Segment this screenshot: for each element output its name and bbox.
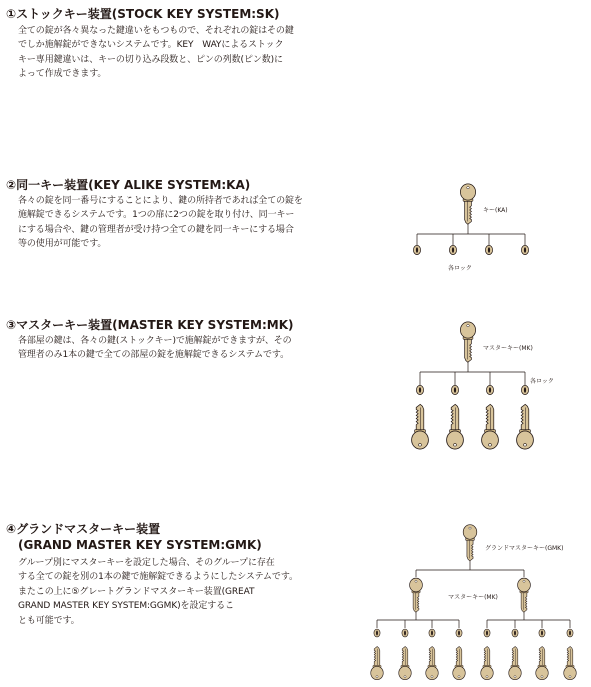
lock-icon — [486, 385, 493, 394]
body-line: GRAND MASTER KEY SYSTEM:GGMK)を設定するこ — [18, 601, 234, 612]
section-title-key-alike: ②同一キー装置(KEY ALIKE SYSTEM:KA) — [6, 178, 251, 192]
lock-icon — [521, 245, 528, 254]
lock-icon — [485, 245, 492, 254]
stock-key-icon — [509, 646, 521, 679]
body-line: 等の使用が可能です。 — [18, 239, 107, 250]
body-line: でしか施解錠ができないシステムです。KEY WAYによるストック — [18, 40, 284, 51]
lock-icon — [456, 629, 462, 637]
stock-key-icon — [371, 646, 383, 679]
body-line: 管理者のみ1本の鍵で全ての部屋の錠を施解錠できるシステムです。 — [18, 350, 290, 361]
lock-icon — [402, 629, 408, 637]
lock-icon — [449, 245, 456, 254]
stock-key-icon — [447, 404, 464, 449]
stock-key-icon — [517, 404, 534, 449]
body-line: キー専用鍵違いは、キーの切り込み段数と、ピンの列数(ピン数)に — [18, 54, 283, 65]
stock-key-icon — [482, 404, 499, 449]
lock-icon — [374, 629, 380, 637]
ka-locks-label: 各ロック — [448, 265, 472, 272]
body-line: よって作成できます。 — [18, 69, 107, 80]
body-line: にする場合や、鍵の管理者が受け持つ全ての鍵を同一キーにする場合 — [18, 224, 294, 235]
gmk-top-label: グランドマスターキー(GMK) — [485, 545, 564, 552]
master-key-icon — [460, 322, 475, 362]
stock-key-icon — [536, 646, 548, 679]
stock-key-icon — [399, 646, 411, 679]
lock-icon — [512, 629, 518, 637]
key-alike-diagram — [413, 184, 528, 272]
stock-key-icon — [412, 404, 429, 449]
master-key-icon — [410, 578, 423, 612]
lock-icon — [484, 629, 490, 637]
key-icon — [460, 184, 475, 224]
body-line: 各々の錠を同一番号にすることにより、鍵の所持者であれば全ての錠を — [18, 196, 303, 206]
stock-key-icon — [426, 646, 438, 679]
body-line: とも可能です。 — [18, 615, 80, 626]
ka-key-label: キー(KA) — [483, 207, 508, 214]
master-key-icon — [518, 578, 531, 612]
stock-key-icon — [564, 646, 576, 679]
stock-key-icon — [453, 646, 465, 679]
body-line: 各部屋の鍵は、各々の鍵(ストックキー)で施解錠ができますが、その — [18, 336, 292, 346]
section-title-master-key: ③マスターキー装置(MASTER KEY SYSTEM:MK) — [6, 318, 294, 332]
mk-key-label: マスターキー(MK) — [483, 345, 533, 352]
lock-icon — [539, 629, 545, 637]
mk-locks-label: 各ロック — [530, 378, 554, 385]
body-line: またこの上に⑤グレートグランドマスターキー装置(GREAT — [18, 586, 255, 597]
lock-icon — [416, 385, 423, 394]
stock-key-icon — [481, 646, 493, 679]
section-subtitle-grand-master-key: (GRAND MASTER KEY SYSTEM:GMK) — [18, 538, 262, 552]
lock-icon — [451, 385, 458, 394]
body-line: 全ての錠が各々異なった鍵違いをもつもので、それぞれの錠はその鍵 — [18, 26, 294, 36]
section-title-grand-master-key: ④グランドマスターキー装置 — [6, 522, 161, 536]
section-title-stock-key: ①ストックキー装置(STOCK KEY SYSTEM:SK) — [6, 7, 280, 21]
master-key-diagram — [412, 322, 554, 449]
body-line: する全ての錠を別の1本の鍵で施解錠できるようにしたシステムです。 — [18, 572, 298, 583]
lock-icon — [567, 629, 573, 637]
lock-icon — [429, 629, 435, 637]
body-line: グループ別にマスターキーを設定した場合、そのグループに存在 — [18, 558, 275, 568]
body-line: 施解錠できるシステムです。1つの扉に2つの錠を取り付け、同一キー — [18, 210, 295, 221]
grand-master-key-diagram — [371, 525, 576, 680]
lock-icon — [521, 385, 528, 394]
gmk-master-label: マスターキー(MK) — [448, 594, 498, 601]
lock-icon — [413, 245, 420, 254]
grand-master-key-icon — [463, 525, 477, 561]
